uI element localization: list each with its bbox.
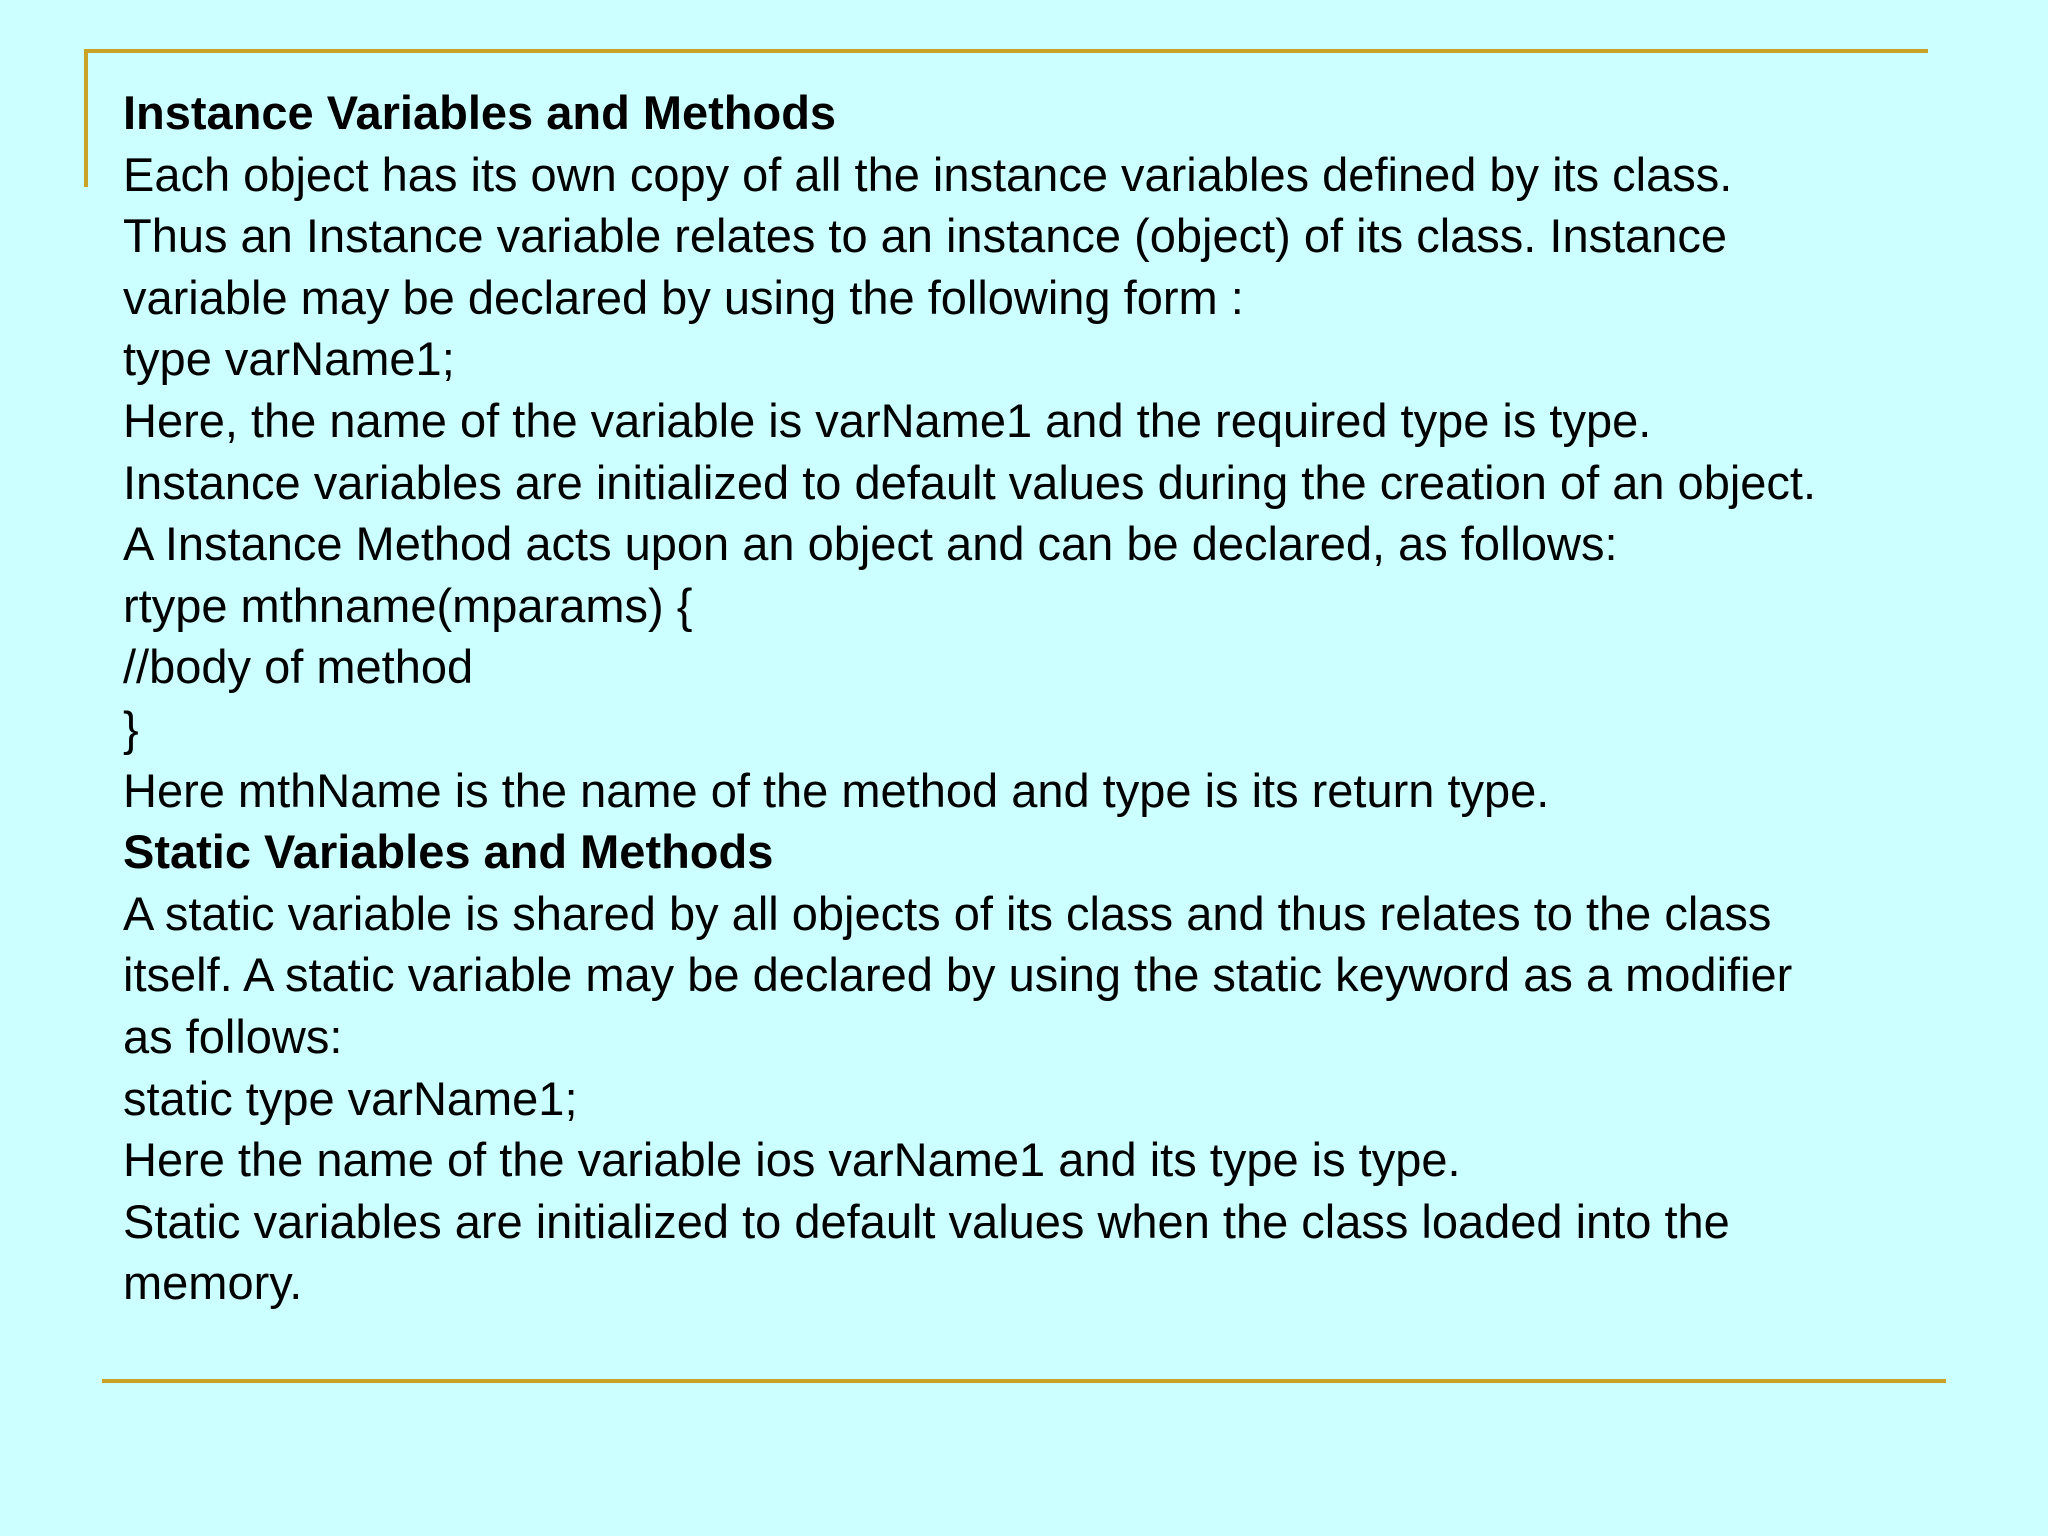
code-line: rtype mthname(mparams) { — [123, 578, 693, 632]
body-line: Instance variables are initialized to default values during the creation of an object. — [123, 455, 1817, 509]
top-rule — [84, 49, 1928, 53]
body-line: Here mthName is the name of the method and type is its return type. — [123, 763, 1550, 817]
body-line: variable may be declared by using the following form : — [123, 270, 1244, 324]
left-rule — [84, 49, 88, 187]
body-line: itself. A static variable may be declared by using the static keyword as a modifier — [123, 948, 1793, 1002]
body-line: A Instance Method acts upon an object and can be declared, as follows: — [123, 517, 1618, 571]
code-line: type varName1; — [123, 332, 455, 386]
body-line: as follows: — [123, 1009, 343, 1063]
heading-instance-variables: Instance Variables and Methods — [123, 86, 837, 139]
slide-body — [123, 82, 2023, 1314]
body-line: Thus an Instance variable relates to an instance (object) of its class. Instance — [123, 209, 1728, 263]
code-line: static type varName1; — [123, 1071, 578, 1125]
bottom-rule — [102, 1379, 1946, 1383]
body-line: Here the name of the variable ios varName1 and its type is type. — [123, 1133, 1461, 1187]
body-line: memory. — [123, 1256, 303, 1310]
body-line: Here, the name of the variable is varName1 and the required type is type. — [123, 393, 1652, 447]
heading-static-variables: Static Variables and Methods — [123, 825, 774, 879]
code-line: } — [123, 701, 139, 755]
code-line: //body of method — [123, 640, 474, 694]
body-line: A static variable is shared by all objects of its class and thus relates to the class — [123, 886, 1772, 940]
body-line: Static variables are initialized to default values when the class loaded into the — [123, 1194, 1730, 1248]
body-line: Each object has its own copy of all the instance variables defined by its class. — [123, 147, 1733, 201]
